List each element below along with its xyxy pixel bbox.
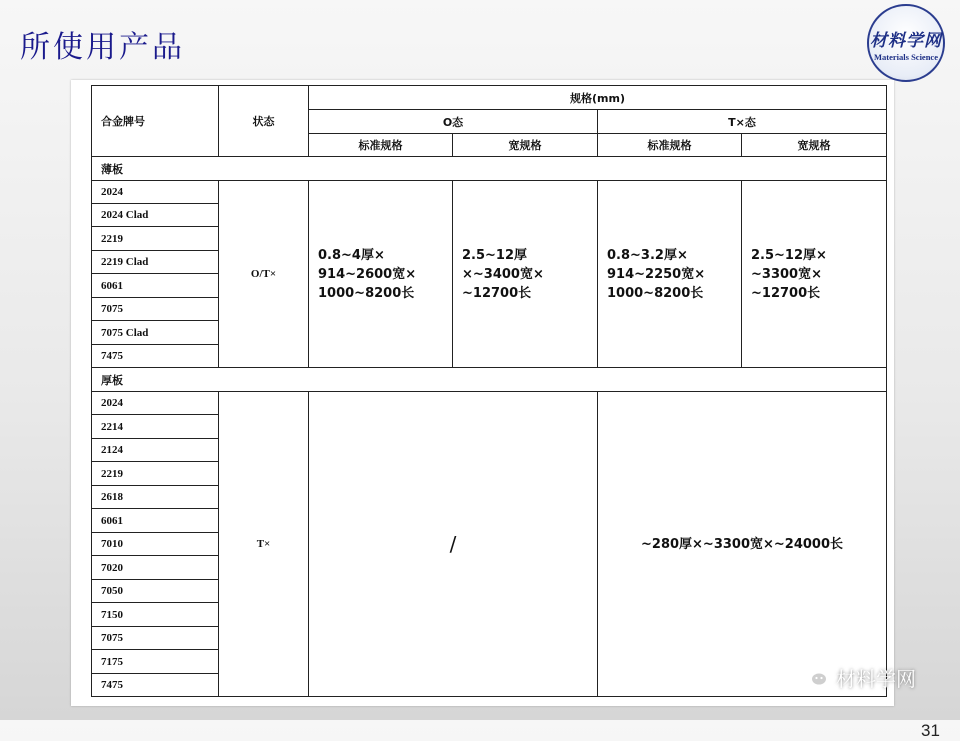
header-t-wide: 宽规格 [742,134,887,157]
thin-alloy-cell: 2024 [92,181,219,204]
thin-alloy-cell: 2219 [92,227,219,251]
thin-alloy-cell: 2024 Clad [92,204,219,227]
spec-line: 914~2250宽× [607,266,706,282]
thin-temper: O/T× [219,181,309,368]
header-t-standard: 标准规格 [598,134,742,157]
thin-alloy-cell: 7475 [92,345,219,368]
thick-alloy-cell: 7475 [92,674,219,697]
spec-line: ~3300宽× [751,266,822,282]
thick-alloy-cell: 7150 [92,603,219,627]
thick-alloy-cell: 2214 [92,415,219,439]
materials-science-logo [867,4,945,82]
thick-temper: T× [219,392,309,697]
thin-t-standard [598,181,742,368]
header-o-wide: 宽规格 [453,134,598,157]
logo-cn-text: 材料学网 [870,31,942,51]
spec-line: 1000~8200长 [318,285,415,301]
watermark-text: 材料学网 [836,666,916,691]
header-t-temper: T×态 [598,110,887,134]
thick-t-spec: ~280厚×~3300宽×~24000长 [598,392,887,697]
thick-alloy-cell: 7020 [92,556,219,580]
thick-alloy-cell: 7010 [92,533,219,556]
thick-alloy-cell: 7175 [92,650,219,674]
spec-line: 2.5~12厚× [751,247,827,263]
thick-alloy-cell: 7075 [92,627,219,650]
logo-en-text: Materials Science [874,52,938,62]
section-thin-sheet: 薄板 [92,157,887,181]
thick-alloy-cell: 2124 [92,439,219,462]
spec-line: ~12700长 [462,285,532,301]
header-temper: 状态 [219,86,309,157]
spec-line: ×~3400宽× [462,266,544,282]
thin-alloy-cell: 2219 Clad [92,251,219,274]
thick-alloy-cell: 2618 [92,486,219,509]
spec-line: 0.8~3.2厚× [607,247,688,263]
thin-alloy-cell: 7075 Clad [92,321,219,345]
section-thick-plate: 厚板 [92,368,887,392]
thin-alloy-cell: 7075 [92,298,219,321]
thin-o-standard [309,181,453,368]
header-o-standard: 标准规格 [309,134,453,157]
thin-alloy-cell: 6061 [92,274,219,298]
spec-table-image [71,80,940,740]
slide-title: 所使用产品 [20,30,185,65]
header-o-temper: O态 [309,110,598,134]
spec-line: 914~2600宽× [318,266,417,282]
thin-t-wide [742,181,887,368]
spec-line: ~12700长 [751,285,821,301]
thick-alloy-cell: 2219 [92,462,219,486]
thick-alloy-cell: 6061 [92,509,219,533]
header-alloy: 合金牌号 [92,86,219,157]
header-spec: 规格(mm) [309,86,887,110]
spec-line: 1000~8200长 [607,285,704,301]
spec-line: 0.8~4厚× [318,247,385,263]
thick-alloy-cell: 7050 [92,580,219,603]
spec-table [91,85,887,697]
page-number: 31 [921,721,940,740]
watermark [800,662,916,692]
thin-o-wide [453,181,598,368]
thick-o-spec: / [309,392,598,697]
spec-line: 2.5~12厚 [462,247,528,263]
thick-alloy-cell: 2024 [92,392,219,415]
wechat-icon [800,664,830,690]
